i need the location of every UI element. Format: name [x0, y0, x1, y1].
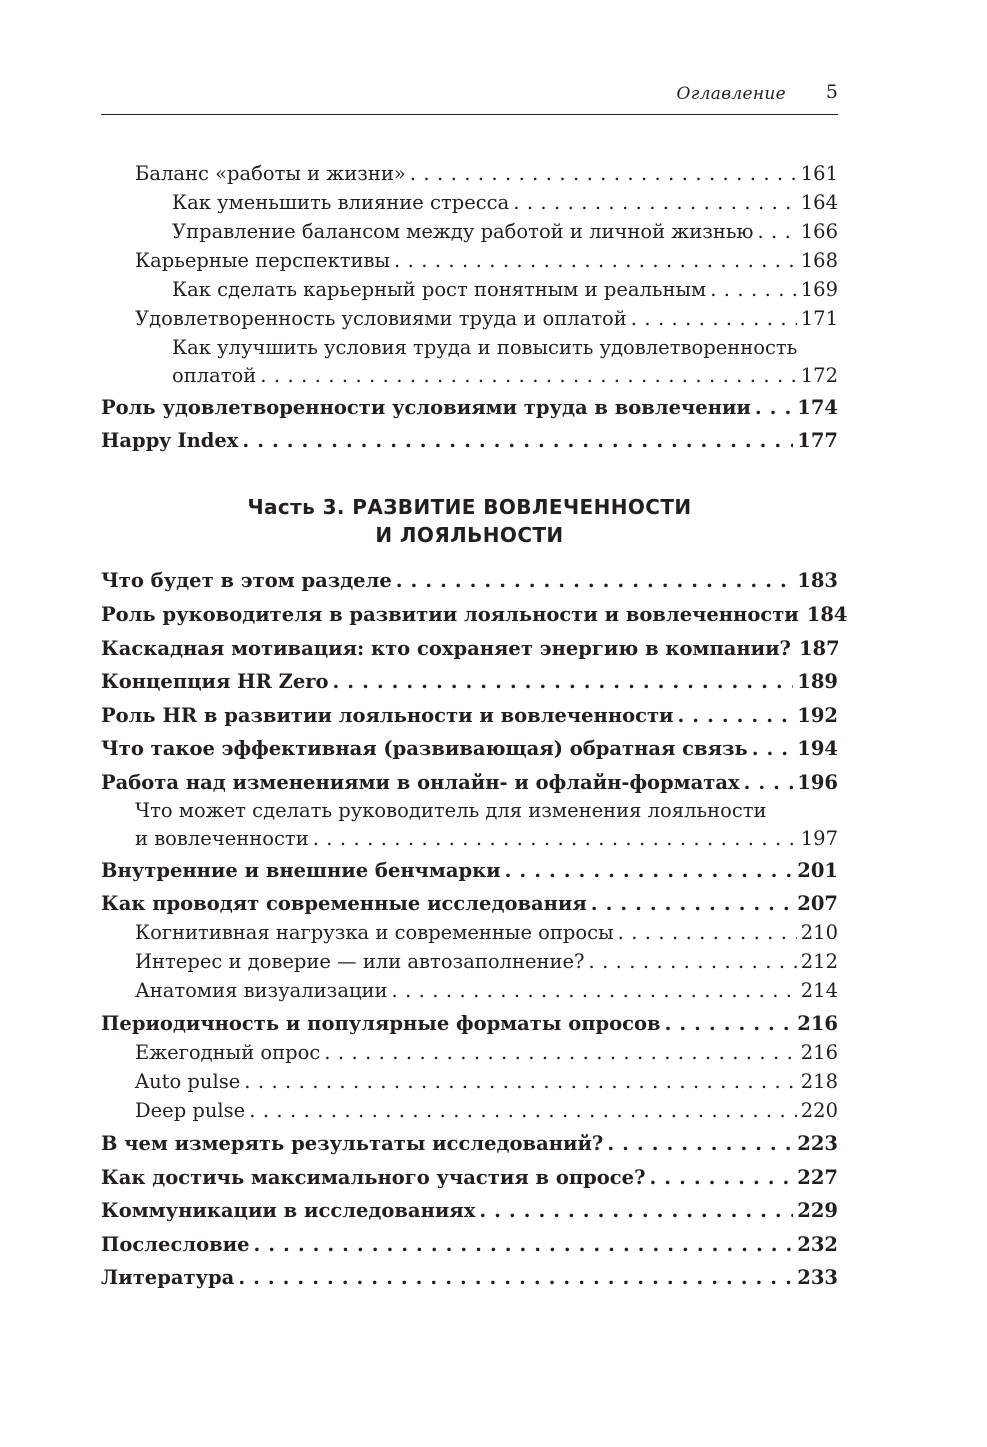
toc-entry-bold[interactable]: Концепция HR Zero . . . 189 [101, 667, 838, 696]
toc-entry-bold[interactable]: Как достичь максимального участия в опросе? . . . 227 [101, 1163, 838, 1192]
toc-entry-bold[interactable]: Роль руководителя в развитии лояльности и вовлеченности 184 [101, 603, 848, 626]
toc-entry-bold[interactable]: Как проводят современные исследования . . . 207 [101, 889, 838, 918]
toc-entry[interactable]: Баланс «работы и жизни» . . . 161 [101, 159, 838, 188]
toc-entry-bold[interactable]: Что будет в этом разделе . . . 183 [101, 566, 838, 595]
toc-entry-bold[interactable]: Внутренние и внешние бенчмарки . . . 201 [101, 856, 838, 885]
toc-entry-bold[interactable]: В чем измерять результаты исследований? . . . 223 [101, 1129, 838, 1158]
toc-entry[interactable]: Управление балансом между работой и личной жизнью . . . 166 [101, 217, 838, 246]
toc-entry-bold[interactable]: Роль HR в развитии лояльности и вовлеченности . . . 192 [101, 701, 838, 730]
toc-entry-bold[interactable]: Коммуникации в исследованиях . . . 229 [101, 1196, 838, 1225]
toc-entry-multiline[interactable]: Как улучшить условия труда и повысить удовлетворенность оплатой . . . 172 [101, 334, 838, 390]
toc-entry-bold[interactable]: Что такое эффективная (развивающая) обратная связь . . . 194 [101, 734, 838, 763]
toc-entry[interactable]: Когнитивная нагрузка и современные опросы . . . 210 [101, 918, 838, 947]
toc-entry[interactable]: Интерес и доверие — или автозаполнение? . . . 212 [101, 947, 838, 976]
part-heading: Часть 3. РАЗВИТИЕ ВОВЛЕЧЕННОСТИ И ЛОЯЛЬНОСТИ [247, 495, 692, 547]
toc-entry-bold[interactable]: Каскадная мотивация: кто сохраняет энергию в компании? 187 [101, 637, 840, 660]
toc-entry-bold[interactable]: Периодичность и популярные форматы опросов . . . 216 [101, 1009, 838, 1038]
toc-entry[interactable]: Анатомия визуализации . . . 214 [101, 976, 838, 1005]
toc-entry[interactable]: Удовлетворенность условиями труда и оплатой . . . 171 [101, 304, 838, 333]
toc-entry[interactable]: Карьерные перспективы . . . 168 [101, 246, 838, 275]
toc-entry[interactable]: Как уменьшить влияние стресса . . . 164 [101, 188, 838, 217]
toc-entry-bold[interactable]: Роль удовлетворенности условиями труда в вовлечении . . . 174 [101, 393, 838, 422]
toc-entry[interactable]: Auto pulse . . . 218 [101, 1067, 838, 1096]
toc-entry-multiline[interactable]: Что может сделать руководитель для изменения лояльности и вовлеченности . . . 197 [101, 797, 838, 853]
toc-entry-bold[interactable]: Послесловие . . . 232 [101, 1230, 838, 1259]
toc-entry-bold[interactable]: Happy Index . . . 177 [101, 426, 838, 455]
toc-entry-bold[interactable]: Литература . . . 233 [101, 1263, 838, 1292]
toc-entry[interactable]: Ежегодный опрос . . . 216 [101, 1038, 838, 1067]
toc-entry-bold[interactable]: Работа над изменениями в онлайн- и офлайн-форматах . . . 196 [101, 768, 838, 797]
running-title: Оглавление [676, 84, 786, 104]
toc-entry[interactable]: Как сделать карьерный рост понятным и реальным . . . 169 [101, 275, 838, 304]
toc-entry[interactable]: Deep pulse . . . 220 [101, 1096, 838, 1125]
page-header [101, 80, 838, 115]
page-number: 5 [825, 81, 838, 103]
